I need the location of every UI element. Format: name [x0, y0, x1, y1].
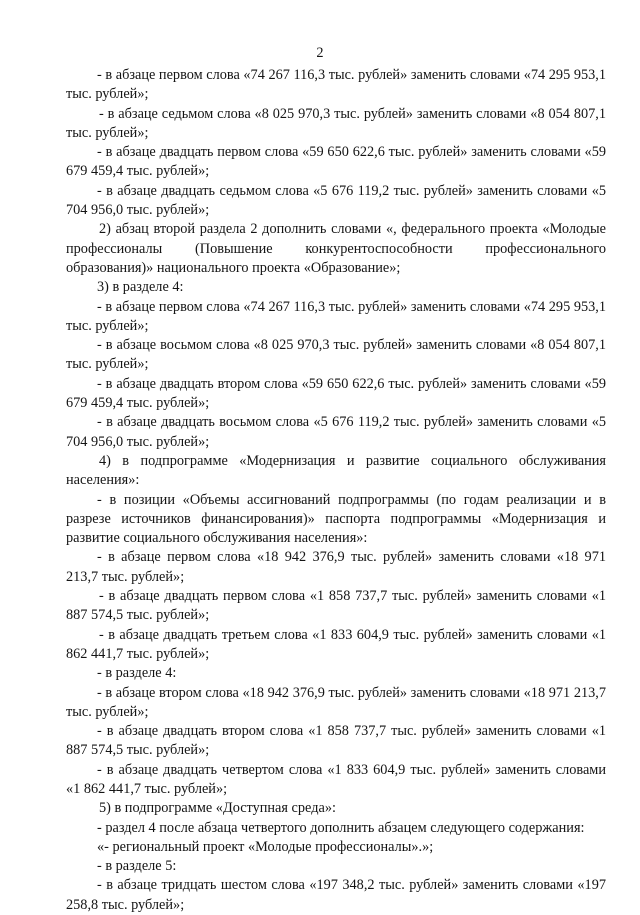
paragraph: 3) в разделе 4: [97, 279, 184, 296]
paragraph: - в абзаце первом слова «74 267 116,3 тыс. рублей» заменить словами «74 295 953,1 тыс. рублей»; [66, 298, 606, 334]
paragraph: - в абзаце втором слова «18 942 376,9 тыс. рублей» заменить словами «18 971 213,7 тыс. рублей»; [66, 684, 606, 720]
paragraph: - в абзаце первом слова «18 942 376,9 тыс. рублей» заменить словами «18 971 213,7 тыс. рублей»; [66, 549, 606, 585]
paragraph: - в абзаце двадцать втором слова «1 858 737,7 тыс. рублей» заменить словами «1 887 574,5 тыс. рублей»; [66, 723, 606, 759]
paragraph: - в абзаце двадцать втором слова «59 650 622,6 тыс. рублей» заменить словами «59 679 459,4 тыс. рублей»; [66, 375, 606, 412]
paragraph: - в абзаце двадцать четвертом слова «1 833 604,9 тыс. рублей» заменить словами «1 862 441,7 тыс. рублей»; [66, 761, 606, 797]
paragraph: 5) в подпрограмме «Доступная среда»: [99, 800, 336, 817]
paragraph: 2) абзац второй раздела 2 дополнить словами «, федерального проекта «Молодые профессионалы (Повышение конкурентоспособности профессионального образования)» национального проекта «Образование»; [66, 221, 606, 276]
paragraph: - в абзаце двадцать седьмом слова «5 676 119,2 тыс. рублей» заменить словами «5 704 956,0 тыс. рублей»; [66, 182, 606, 219]
paragraph: - в абзаце двадцать восьмом слова «5 676 119,2 тыс. рублей» заменить словами «5 704 956,0 тыс. рублей»; [66, 414, 606, 450]
paragraph: - в абзаце первом слова «74 267 116,3 тыс. рублей» заменить словами «74 295 953,1 тыс. рублей»; [66, 67, 606, 103]
paragraph: - в позиции «Объемы ассигнований подпрограммы (по годам реализации и в разрезе источников финансирования)» паспорта подпрограммы «Модернизация и развитие социального обслуживания населения»: [66, 491, 606, 547]
paragraph: - в абзаце двадцать первом слова «59 650 622,6 тыс. рублей» заменить словами «59 679 459,4 тыс. рублей»; [66, 144, 606, 180]
paragraph: - в разделе 4: [97, 665, 177, 682]
paragraph: - раздел 4 после абзаца четвертого дополнить абзацем следующего содержания: [97, 819, 585, 836]
paragraph: - в абзаце восьмом слова «8 025 970,3 тыс. рублей» заменить словами «8 054 807,1 тыс. рублей»; [66, 337, 606, 373]
paragraph: - в разделе 5: [97, 858, 177, 875]
paragraph: - в абзаце двадцать третьем слова «1 833 604,9 тыс. рублей» заменить словами «1 862 441,7 тыс. рублей»; [66, 626, 606, 662]
page-number: 2 [316, 45, 324, 61]
document-body [66, 66, 606, 915]
paragraph: - в абзаце седьмом слова «8 025 970,3 тыс. рублей» заменить словами «8 054 807,1 тыс. рублей»; [66, 105, 606, 141]
paragraph: 4) в подпрограмме «Модернизация и развитие социального обслуживания населения»: [66, 452, 606, 489]
paragraph: - в абзаце тридцать шестом слова «197 348,2 тыс. рублей» заменить словами «197 258,8 тыс. рублей»; [66, 877, 606, 913]
paragraph: - в абзаце двадцать первом слова «1 858 737,7 тыс. рублей» заменить словами «1 887 574,5 тыс. рублей»; [66, 588, 606, 624]
paragraph: «- региональный проект «Молодые профессионалы».»; [97, 838, 434, 855]
